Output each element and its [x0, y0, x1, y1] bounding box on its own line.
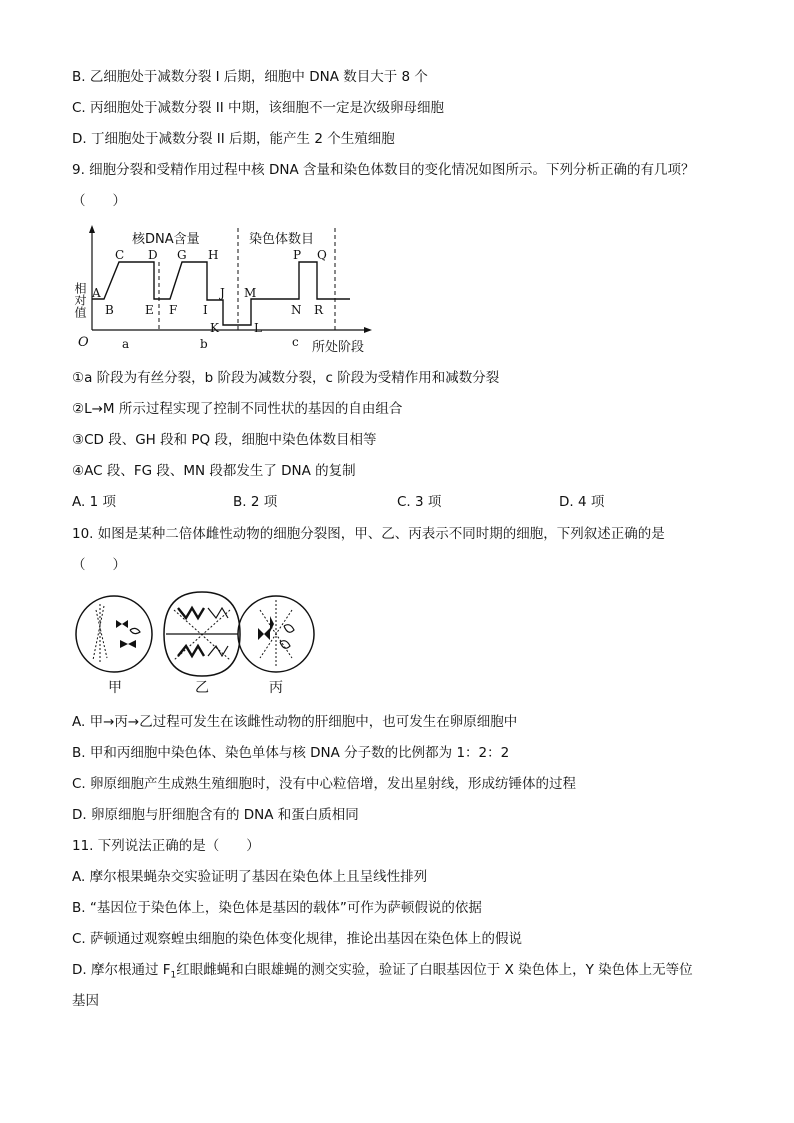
q11-option-d-pre: D. 摩尔根通过 F — [72, 962, 171, 978]
q9-option-a: A. 1 项 — [72, 494, 116, 510]
q10-option-a: A. 甲→丙→乙过程可发生在该雌性动物的肝细胞中，也可发生在卵原细胞中 — [72, 714, 518, 730]
point-j: J — [220, 286, 225, 300]
point-r: R — [314, 303, 324, 317]
q8-option-d: D. 丁细胞处于减数分裂 II 后期，能产生 2 个生殖细胞 — [72, 131, 395, 147]
y-axis-label: 相对值 — [73, 282, 87, 318]
q9-option-d: D. 4 项 — [559, 494, 605, 510]
point-d: D — [148, 248, 158, 262]
q11-stem: 11. 下列说法正确的是（ ） — [72, 838, 260, 854]
point-i: I — [203, 303, 208, 317]
point-e: E — [145, 303, 154, 317]
q9-statement-2: ②L→M 所示过程实现了控制不同性状的基因的自由组合 — [72, 401, 403, 417]
q11-option-b: B. “基因位于染色体上，染色体是基因的载体”可作为萨顿假说的依据 — [72, 900, 482, 916]
q11-option-a: A. 摩尔根果蝇杂交实验证明了基因在染色体上且呈线性排列 — [72, 869, 428, 885]
label-dna-content: 核DNA含量 — [132, 232, 200, 247]
cell-jia — [76, 596, 152, 672]
point-q: Q — [317, 248, 327, 262]
point-f: F — [169, 303, 178, 317]
x-axis-arrow — [364, 327, 372, 333]
point-k: K — [210, 321, 219, 335]
stage-c: c — [292, 335, 299, 349]
stage-b: b — [200, 337, 208, 351]
q10-option-b: B. 甲和丙细胞中染色体、染色单体与核 DNA 分子数的比例都为 1：2：2 — [72, 745, 510, 761]
dna-curve — [92, 262, 238, 325]
q11-option-d-sub: 1 — [170, 970, 177, 981]
x-axis-label: 所处阶段 — [312, 340, 365, 355]
point-p: P — [293, 248, 302, 262]
q8-option-c: C. 丙细胞处于减数分裂 II 中期，该细胞不一定是次级卵母细胞 — [72, 100, 445, 116]
point-m: M — [244, 286, 257, 300]
q10-option-c: C. 卵原细胞产生成熟生殖细胞时，没有中心粒倍增，发出星射线，形成纺锤体的过程 — [72, 776, 577, 792]
point-b: B — [105, 303, 114, 317]
q11-option-c: C. 萨顿通过观察蝗虫细胞的染色体变化规律，推论出基因在染色体上的假说 — [72, 931, 523, 947]
q9-option-c: C. 3 项 — [397, 494, 442, 510]
q11-option-d-continued: 基因 — [72, 993, 99, 1009]
caption-bing: 丙 — [269, 680, 283, 696]
q9-statement-3: ③CD 段、GH 段和 PQ 段，细胞中染色体数目相等 — [72, 432, 377, 448]
caption-jia: 甲 — [108, 680, 122, 696]
q9-statement-4: ④AC 段、FG 段、MN 段都发生了 DNA 的复制 — [72, 463, 356, 479]
label-chromosome-number: 染色体数目 — [249, 232, 315, 247]
q10-option-d: D. 卵原细胞与肝细胞含有的 DNA 和蛋白质相同 — [72, 807, 359, 823]
point-n: N — [291, 303, 302, 317]
point-h: H — [208, 248, 219, 262]
point-l: L — [254, 321, 262, 335]
y-axis-arrow — [89, 225, 95, 233]
stage-a: a — [122, 337, 130, 351]
cell-bing — [238, 596, 314, 672]
point-a: A — [92, 286, 101, 300]
q9-statement-1: ①a 阶段为有丝分裂，b 阶段为减数分裂，c 阶段为受精作用和减数分裂 — [72, 370, 500, 386]
q8-option-b: B. 乙细胞处于减数分裂 I 后期，细胞中 DNA 数目大于 8 个 — [72, 69, 428, 85]
q11-option-d-post: 红眼雌蝇和白眼雄蝇的测交实验，验证了白眼基因位于 X 染色体上，Y 染色体上无等位 — [176, 962, 693, 978]
q9-figure — [72, 222, 372, 362]
q10-figure — [74, 590, 324, 680]
point-g: G — [177, 248, 187, 262]
q9-option-b: B. 2 项 — [233, 494, 278, 510]
caption-yi: 乙 — [195, 680, 209, 696]
point-c: C — [115, 248, 125, 262]
q10-stem: 10. 如图是某种二倍体雌性动物的细胞分裂图，甲、乙、丙表示不同时期的细胞，下列叙述正确的是 — [72, 526, 665, 542]
origin-label: O — [78, 335, 89, 350]
q11-option-d — [72, 961, 693, 985]
cell-yi — [164, 592, 240, 676]
q9-stem: 9. 细胞分裂和受精作用过程中核 DNA 含量和染色体数目的变化情况如图所示。下列分析正确的有几项？ — [72, 162, 695, 178]
q9-bracket: （ ） — [72, 193, 126, 209]
q10-bracket: （ ） — [72, 557, 126, 573]
